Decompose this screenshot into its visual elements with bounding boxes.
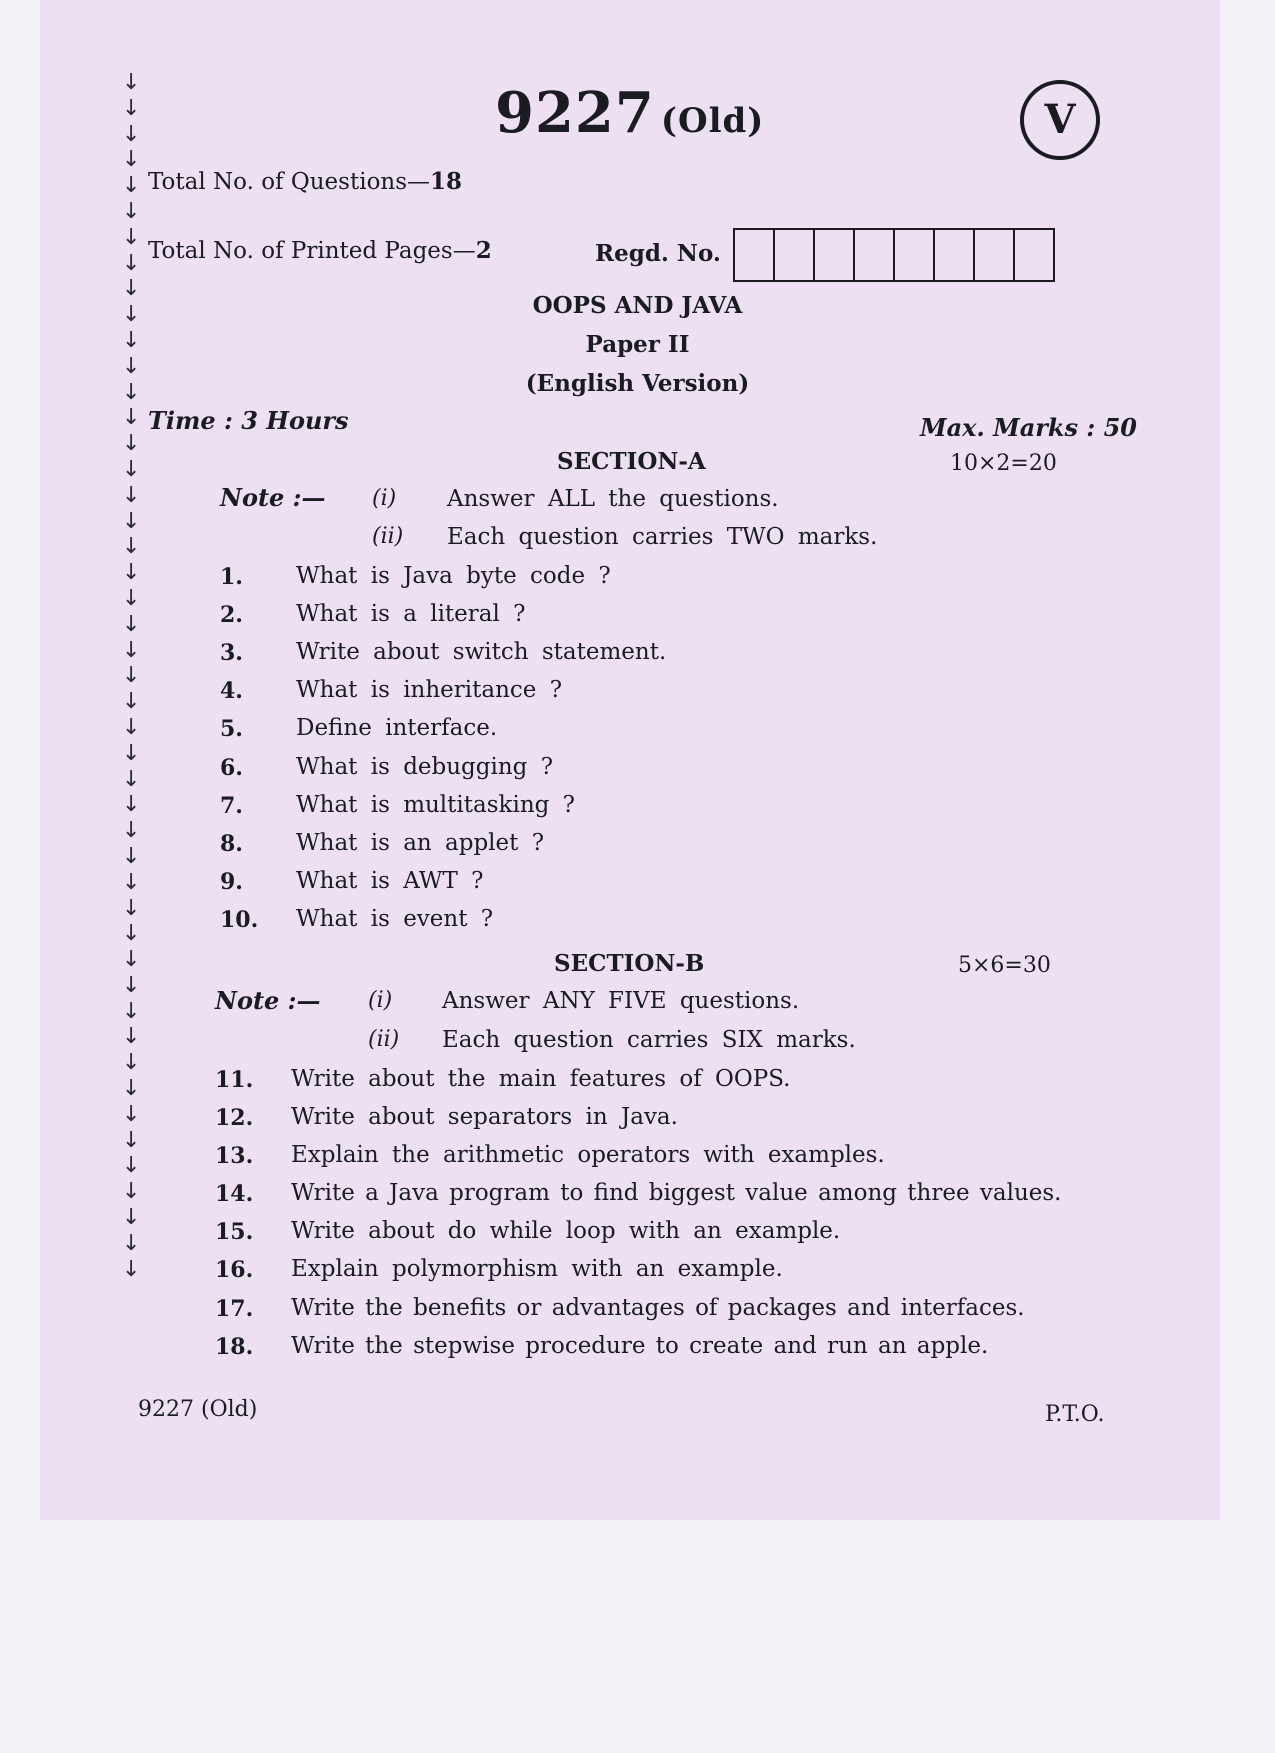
down-arrow-icon: ↓	[122, 121, 141, 147]
question-number: 1.	[220, 564, 243, 590]
regd-digit-box[interactable]	[893, 230, 933, 280]
down-arrow-icon: ↓	[122, 714, 141, 740]
regd-digit-box[interactable]	[1013, 230, 1053, 280]
down-arrow-icon: ↓	[122, 147, 141, 173]
down-arrow-icon: ↓	[122, 70, 141, 95]
section-a-note-text: Answer ALL the questions.	[447, 486, 779, 512]
question-number: 16.	[215, 1257, 254, 1283]
down-arrow-icon: ↓	[122, 250, 141, 276]
question-text: Write about do while loop with an example.	[291, 1218, 841, 1244]
version-title: (English Version)	[525, 370, 750, 397]
down-arrow-icon: ↓	[122, 508, 141, 534]
section-a-note-text: Each question carries TWO marks.	[447, 524, 878, 550]
paper-code	[495, 80, 764, 146]
down-arrow-icon: ↓	[122, 689, 141, 715]
footer-pto: P.T.O.	[1045, 1402, 1105, 1427]
max-marks: Max. Marks : 50	[920, 413, 1138, 442]
down-arrow-icon: ↓	[122, 637, 141, 663]
question-text: What is inheritance ?	[296, 677, 563, 703]
down-arrow-icon: ↓	[122, 663, 141, 689]
down-arrow-icon: ↓	[122, 173, 141, 199]
question-text: What is debugging ?	[296, 754, 554, 780]
section-b-note-num: (ii)	[368, 1027, 400, 1052]
question-text: What is event ?	[296, 906, 494, 932]
down-arrow-icon: ↓	[122, 456, 141, 482]
section-a-note-num: (i)	[372, 486, 397, 511]
down-arrow-icon: ↓	[122, 843, 141, 869]
down-arrow-icon: ↓	[122, 1024, 141, 1050]
version-badge: V	[1020, 80, 1100, 160]
question-text: Write a Java program to find biggest value among three values.	[291, 1180, 1062, 1206]
question-number: 6.	[220, 755, 243, 781]
down-arrow-icon: ↓	[122, 1153, 141, 1179]
section-a-note-num: (ii)	[372, 524, 404, 549]
question-number: 13.	[215, 1143, 254, 1169]
regd-digit-box[interactable]	[773, 230, 813, 280]
down-arrow-icon: ↓	[122, 405, 141, 431]
down-arrow-icon: ↓	[122, 895, 141, 921]
question-number: 8.	[220, 831, 243, 857]
question-text: Write about switch statement.	[296, 639, 667, 665]
down-arrow-icon: ↓	[122, 998, 141, 1024]
down-arrow-icon: ↓	[122, 482, 141, 508]
margin-arrows	[122, 70, 146, 1282]
down-arrow-icon: ↓	[122, 766, 141, 792]
question-text: Explain the arithmetic operators with examples.	[291, 1142, 885, 1168]
down-arrow-icon: ↓	[122, 1101, 141, 1127]
question-text: What is multitasking ?	[296, 792, 575, 818]
question-number: 10.	[220, 907, 259, 933]
question-number: 18.	[215, 1334, 254, 1360]
down-arrow-icon: ↓	[122, 379, 141, 405]
total-pages-value: 2	[475, 237, 492, 264]
question-number: 15.	[215, 1219, 254, 1245]
down-arrow-icon: ↓	[122, 611, 141, 637]
regd-no-label: Regd. No.	[595, 240, 721, 267]
section-a-marks: 10×2=20	[950, 451, 1057, 476]
paper-code-old: (Old)	[660, 101, 765, 141]
section-b-note-label: Note :—	[215, 986, 321, 1015]
down-arrow-icon: ↓	[122, 921, 141, 947]
question-number: 11.	[215, 1067, 254, 1093]
question-number: 2.	[220, 602, 243, 628]
total-questions	[148, 168, 462, 195]
down-arrow-icon: ↓	[122, 792, 141, 818]
down-arrow-icon: ↓	[122, 947, 141, 973]
down-arrow-icon: ↓	[122, 95, 141, 121]
paper-code-number: 9227	[495, 80, 655, 146]
question-text: Write the benefits or advantages of packages and interfaces.	[291, 1295, 1025, 1321]
down-arrow-icon: ↓	[122, 276, 141, 302]
section-b-note-num: (i)	[368, 988, 393, 1013]
down-arrow-icon: ↓	[122, 431, 141, 457]
question-number: 12.	[215, 1105, 254, 1131]
question-number: 7.	[220, 793, 243, 819]
question-text: Write about separators in Java.	[291, 1104, 678, 1130]
question-text: Explain polymorphism with an example.	[291, 1256, 783, 1282]
down-arrow-icon: ↓	[122, 534, 141, 560]
total-pages	[148, 237, 492, 264]
down-arrow-icon: ↓	[122, 327, 141, 353]
down-arrow-icon: ↓	[122, 302, 141, 328]
question-text: Define interface.	[296, 715, 498, 741]
question-text: What is an applet ?	[296, 830, 545, 856]
down-arrow-icon: ↓	[122, 1050, 141, 1076]
down-arrow-icon: ↓	[122, 224, 141, 250]
question-number: 5.	[220, 716, 243, 742]
down-arrow-icon: ↓	[122, 1127, 141, 1153]
question-number: 3.	[220, 640, 243, 666]
section-a-title: SECTION-A	[557, 448, 706, 475]
total-pages-label: Total No. of Printed Pages—	[148, 238, 476, 264]
regd-digit-box[interactable]	[973, 230, 1013, 280]
paper-title: Paper II	[585, 331, 690, 358]
question-text: Write the stepwise procedure to create and run an apple.	[291, 1333, 989, 1359]
down-arrow-icon: ↓	[122, 1179, 141, 1205]
down-arrow-icon: ↓	[122, 1076, 141, 1102]
question-number: 17.	[215, 1296, 254, 1322]
total-questions-label: Total No. of Questions—	[148, 169, 431, 195]
down-arrow-icon: ↓	[122, 198, 141, 224]
down-arrow-icon: ↓	[122, 560, 141, 586]
subject-title: OOPS AND JAVA	[532, 292, 743, 319]
total-questions-value: 18	[430, 168, 463, 195]
down-arrow-icon: ↓	[122, 869, 141, 895]
question-number: 14.	[215, 1181, 254, 1207]
regd-digit-box[interactable]	[853, 230, 893, 280]
regd-digit-box[interactable]	[933, 230, 973, 280]
down-arrow-icon: ↓	[122, 818, 141, 844]
question-text: Write about the main features of OOPS.	[291, 1066, 791, 1092]
section-a-note-label: Note :—	[220, 483, 326, 512]
time-allowed: Time : 3 Hours	[148, 406, 349, 435]
question-number: 9.	[220, 869, 243, 895]
section-b-note-text: Each question carries SIX marks.	[442, 1027, 856, 1053]
down-arrow-icon: ↓	[122, 585, 141, 611]
section-b-marks: 5×6=30	[958, 953, 1051, 978]
down-arrow-icon: ↓	[122, 353, 141, 379]
question-text: What is AWT ?	[296, 868, 484, 894]
question-text: What is a literal ?	[296, 601, 526, 627]
regd-digit-box[interactable]	[813, 230, 853, 280]
down-arrow-icon: ↓	[122, 1205, 141, 1231]
section-b-title: SECTION-B	[554, 950, 705, 977]
question-number: 4.	[220, 678, 243, 704]
down-arrow-icon: ↓	[122, 740, 141, 766]
footer-paper-code: 9227 (Old)	[138, 1397, 258, 1422]
down-arrow-icon: ↓	[122, 1256, 141, 1282]
section-b-note-text: Answer ANY FIVE questions.	[442, 988, 800, 1014]
regd-digit-box[interactable]	[735, 230, 773, 280]
regd-no-boxes	[733, 228, 1055, 282]
down-arrow-icon: ↓	[122, 972, 141, 998]
question-text: What is Java byte code ?	[296, 563, 611, 589]
down-arrow-icon: ↓	[122, 1230, 141, 1256]
